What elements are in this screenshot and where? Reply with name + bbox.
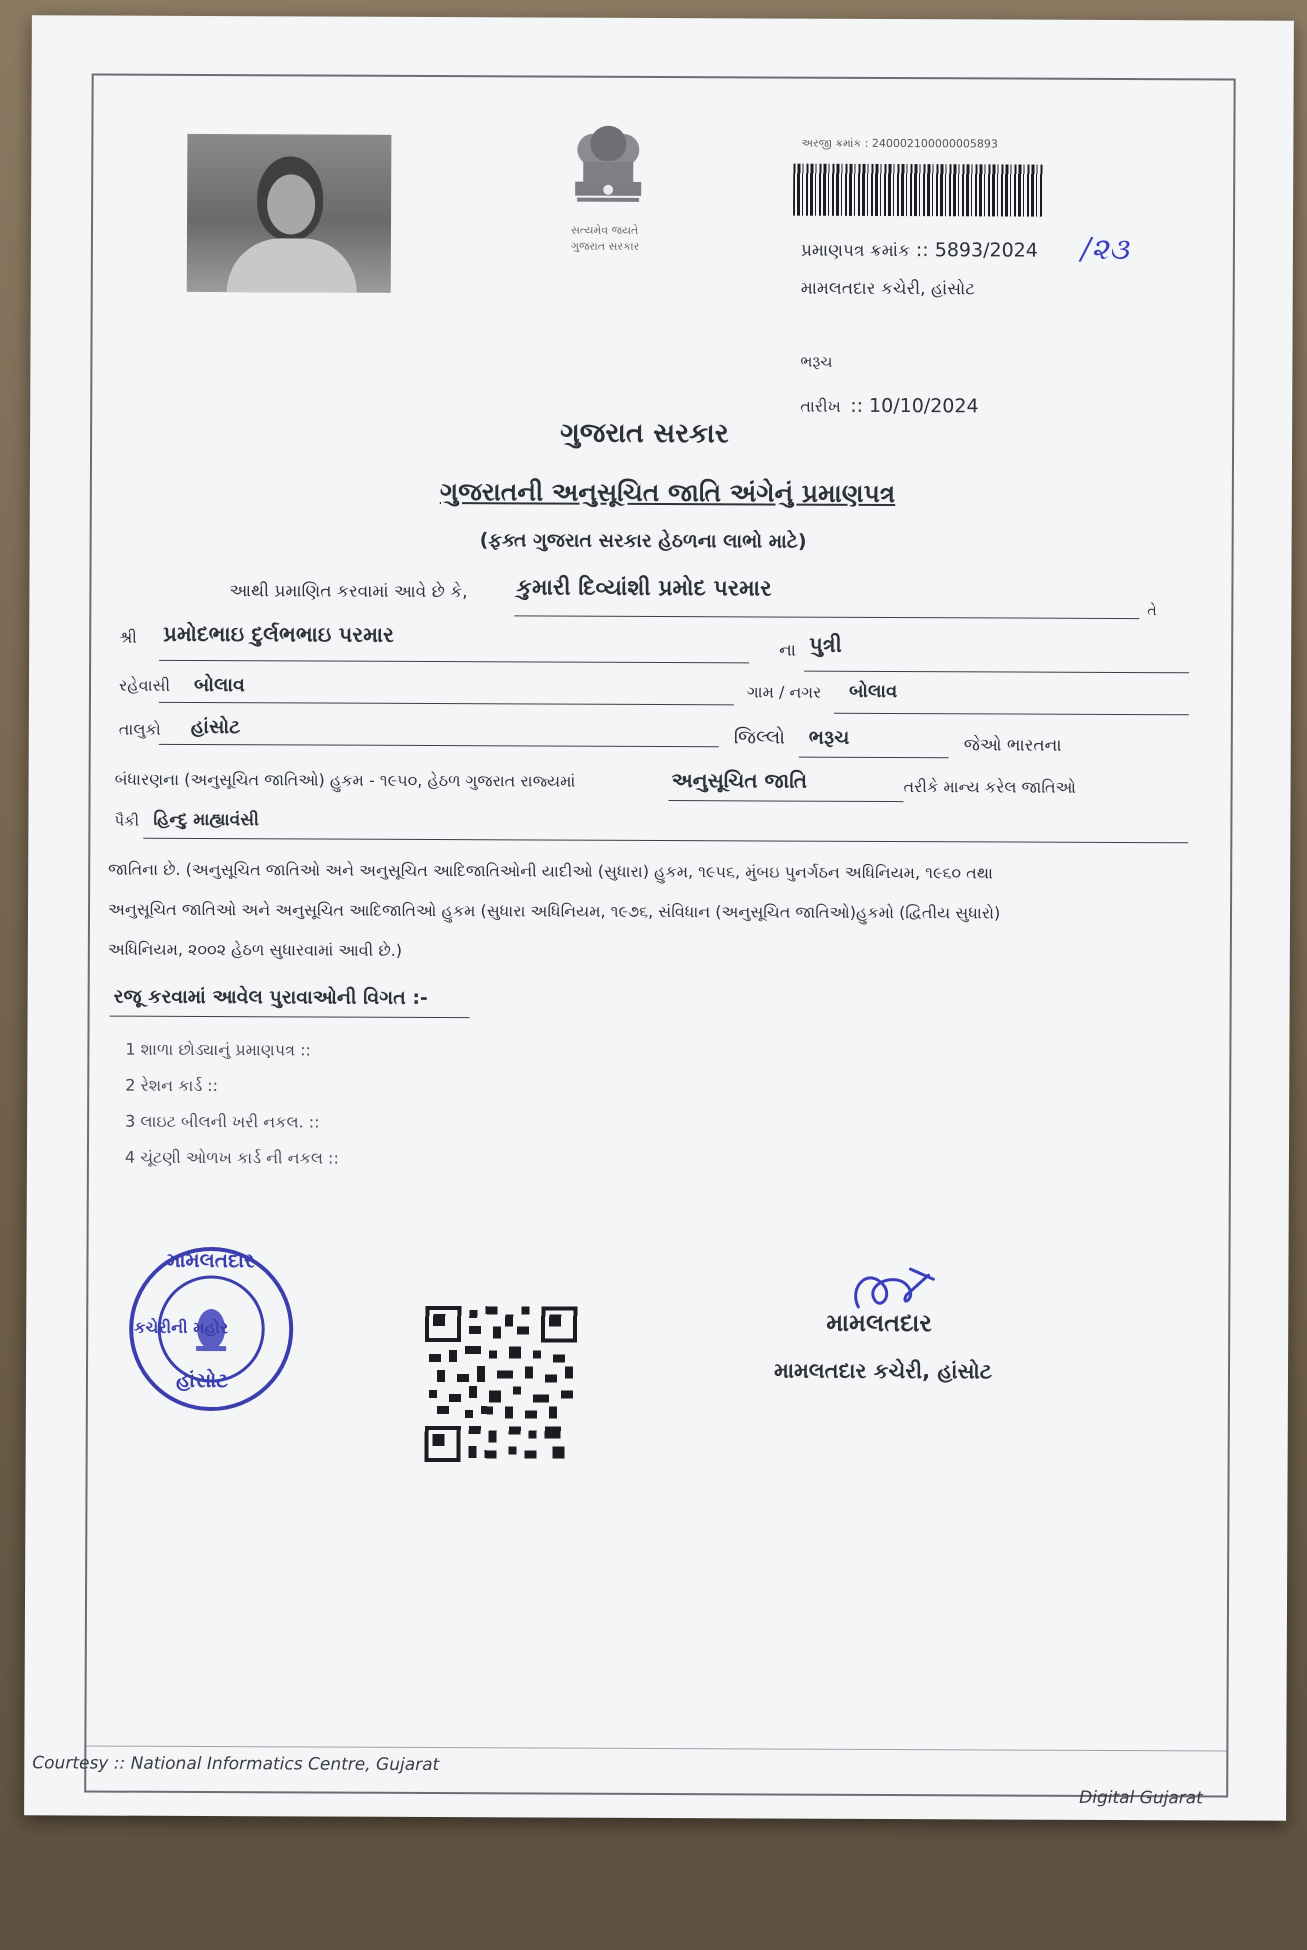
emblem-caption-1: સત્યમેવ જયતે (570, 223, 639, 237)
category: અનુસૂચિત જાતિ (671, 768, 808, 793)
father-name: પ્રમોદભાઇ દુર્લભભાઇ પરમાર (163, 621, 394, 647)
seal-middle-text: કચેરીની મહોર (134, 1317, 229, 1338)
certificate-number: :: 5893/2024 (915, 239, 1038, 262)
resident-value: બોલાવ (193, 673, 245, 697)
certificate-border (84, 74, 1235, 1798)
shri-label: શ્રી (119, 627, 137, 647)
constitution-text: બંધારણના (અનુસૂચિત જાતિઓ) હુકમ - ૧૯૫૦, હેઠળ ગુજરાત રાજ્યમાં (114, 769, 576, 791)
verification-qr-code (421, 1302, 582, 1467)
village-label: ગામ / નગર (746, 682, 822, 702)
seal-bottom-text: હાંસોટ (175, 1367, 229, 1393)
village-value: બોલાવ (848, 680, 898, 703)
documents-heading: રજૂ કરવામાં આવેલ પુરાવાઓની વિગત :- (113, 985, 428, 1009)
certificate-paper (24, 15, 1294, 1820)
district-label: જિલ્લો (733, 726, 786, 749)
government-title: ગુજરાત સરકાર (560, 417, 729, 450)
photo-face (267, 174, 315, 234)
document-item: 1 શાળા છોડ્યાનું પ્રમાણપત્ર :: (125, 1039, 311, 1060)
certificate-heading: ગુજરાતની અનુસૂચિત જાતિ અંગેનું પ્રમાણપત્ર (439, 477, 896, 509)
signatory-office: મામલતદાર કચેરી, હાંસોટ (773, 1358, 993, 1384)
legal-paragraph-3: અધિનિયમ, ૨૦૦૨ હેઠળ સુધારવામાં આવી છે.) (107, 939, 403, 960)
date-label: તારીખ (800, 396, 841, 416)
recognized-text: તરીકે માન્ય કરેલ જાતિઓ (903, 777, 1076, 797)
te-label: તે (1147, 603, 1157, 620)
seal-top-text: મામલતદાર (166, 1247, 255, 1273)
certificate-subheading: (ફક્ત ગુજરાત સરકાર હેઠળના લાભો માટે) (479, 529, 807, 553)
taluka-value: હાંસોટ (190, 715, 241, 739)
applicant-photo (187, 134, 392, 293)
legal-paragraph-2: અનુસૂચિત જાતિઓ અને અનુસૂચિત આદિજાતિઓ હુકમ (સુધારા અધિનિયમ, ૧૯૭૬, સંવિધાન (અનુસૂચિત જાતિઓ)હુકમો (દ્વિતીય સુધારો) (107, 899, 1001, 923)
issue-date: :: 10/10/2024 (850, 394, 979, 418)
footer-divider (86, 1746, 1226, 1752)
document-item: 3 લાઇટ બીલની ખરી નકલ. :: (125, 1111, 320, 1132)
photo-shoulders (227, 238, 357, 293)
document-item: 2 રેશન કાર્ડ :: (125, 1075, 219, 1096)
na-label: ના (779, 640, 797, 661)
district-value: ભરૂચ (808, 726, 850, 749)
national-emblem-icon (553, 110, 664, 230)
certificate-number-handwritten: /૨૩ (1080, 231, 1129, 268)
application-number: અરજી ક્રમાંક : 240002100000005893 (801, 136, 998, 151)
courtesy-text: Courtesy :: National Informatics Centre, Gujarat (32, 1753, 440, 1776)
signatory-title: મામલતદાર (826, 1308, 932, 1338)
issuing-office: મામલતદાર કચેરી, હાંસોટ (800, 278, 976, 300)
barcode (793, 164, 1043, 217)
relation: પુત્રી (809, 632, 842, 657)
applicant-name: કુમારી દિવ્યાંશી પ્રમોદ પરમાર (516, 575, 772, 602)
resident-label: રહેવાસી (118, 675, 171, 695)
certify-prefix: આથી પ્રમાણિત કરવામાં આવે છે કે, (229, 581, 468, 603)
taluka-label: તાલુકો (118, 719, 161, 739)
caste-label: પૈકી (114, 811, 140, 830)
india-text: જેઓ ભારતના (963, 735, 1062, 756)
place: ભરૂચ (800, 352, 833, 371)
emblem-caption-2: ગુજરાત સરકાર (570, 239, 640, 253)
certificate-number-label: પ્રમાણપત્ર ક્રમાંક (800, 240, 911, 262)
legal-paragraph-1: જાતિના છે. (અનુસૂચિત જાતિઓ અને અનુસૂચિત આદિજાતિઓની યાદીઓ (સુધારા) હુકમ, ૧૯૫૬, મુંબઇ પુનર્ગઠન અધિનિયમ, ૧૯૬૦ તથા (108, 859, 994, 883)
digital-gujarat-brand: Digital Gujarat (1079, 1787, 1203, 1809)
caste-value: હિન્દુ માહ્યાવંસી (153, 809, 259, 831)
document-item: 4 ચૂંટણી ઓળખ કાર્ડ ની નકલ :: (124, 1147, 339, 1168)
